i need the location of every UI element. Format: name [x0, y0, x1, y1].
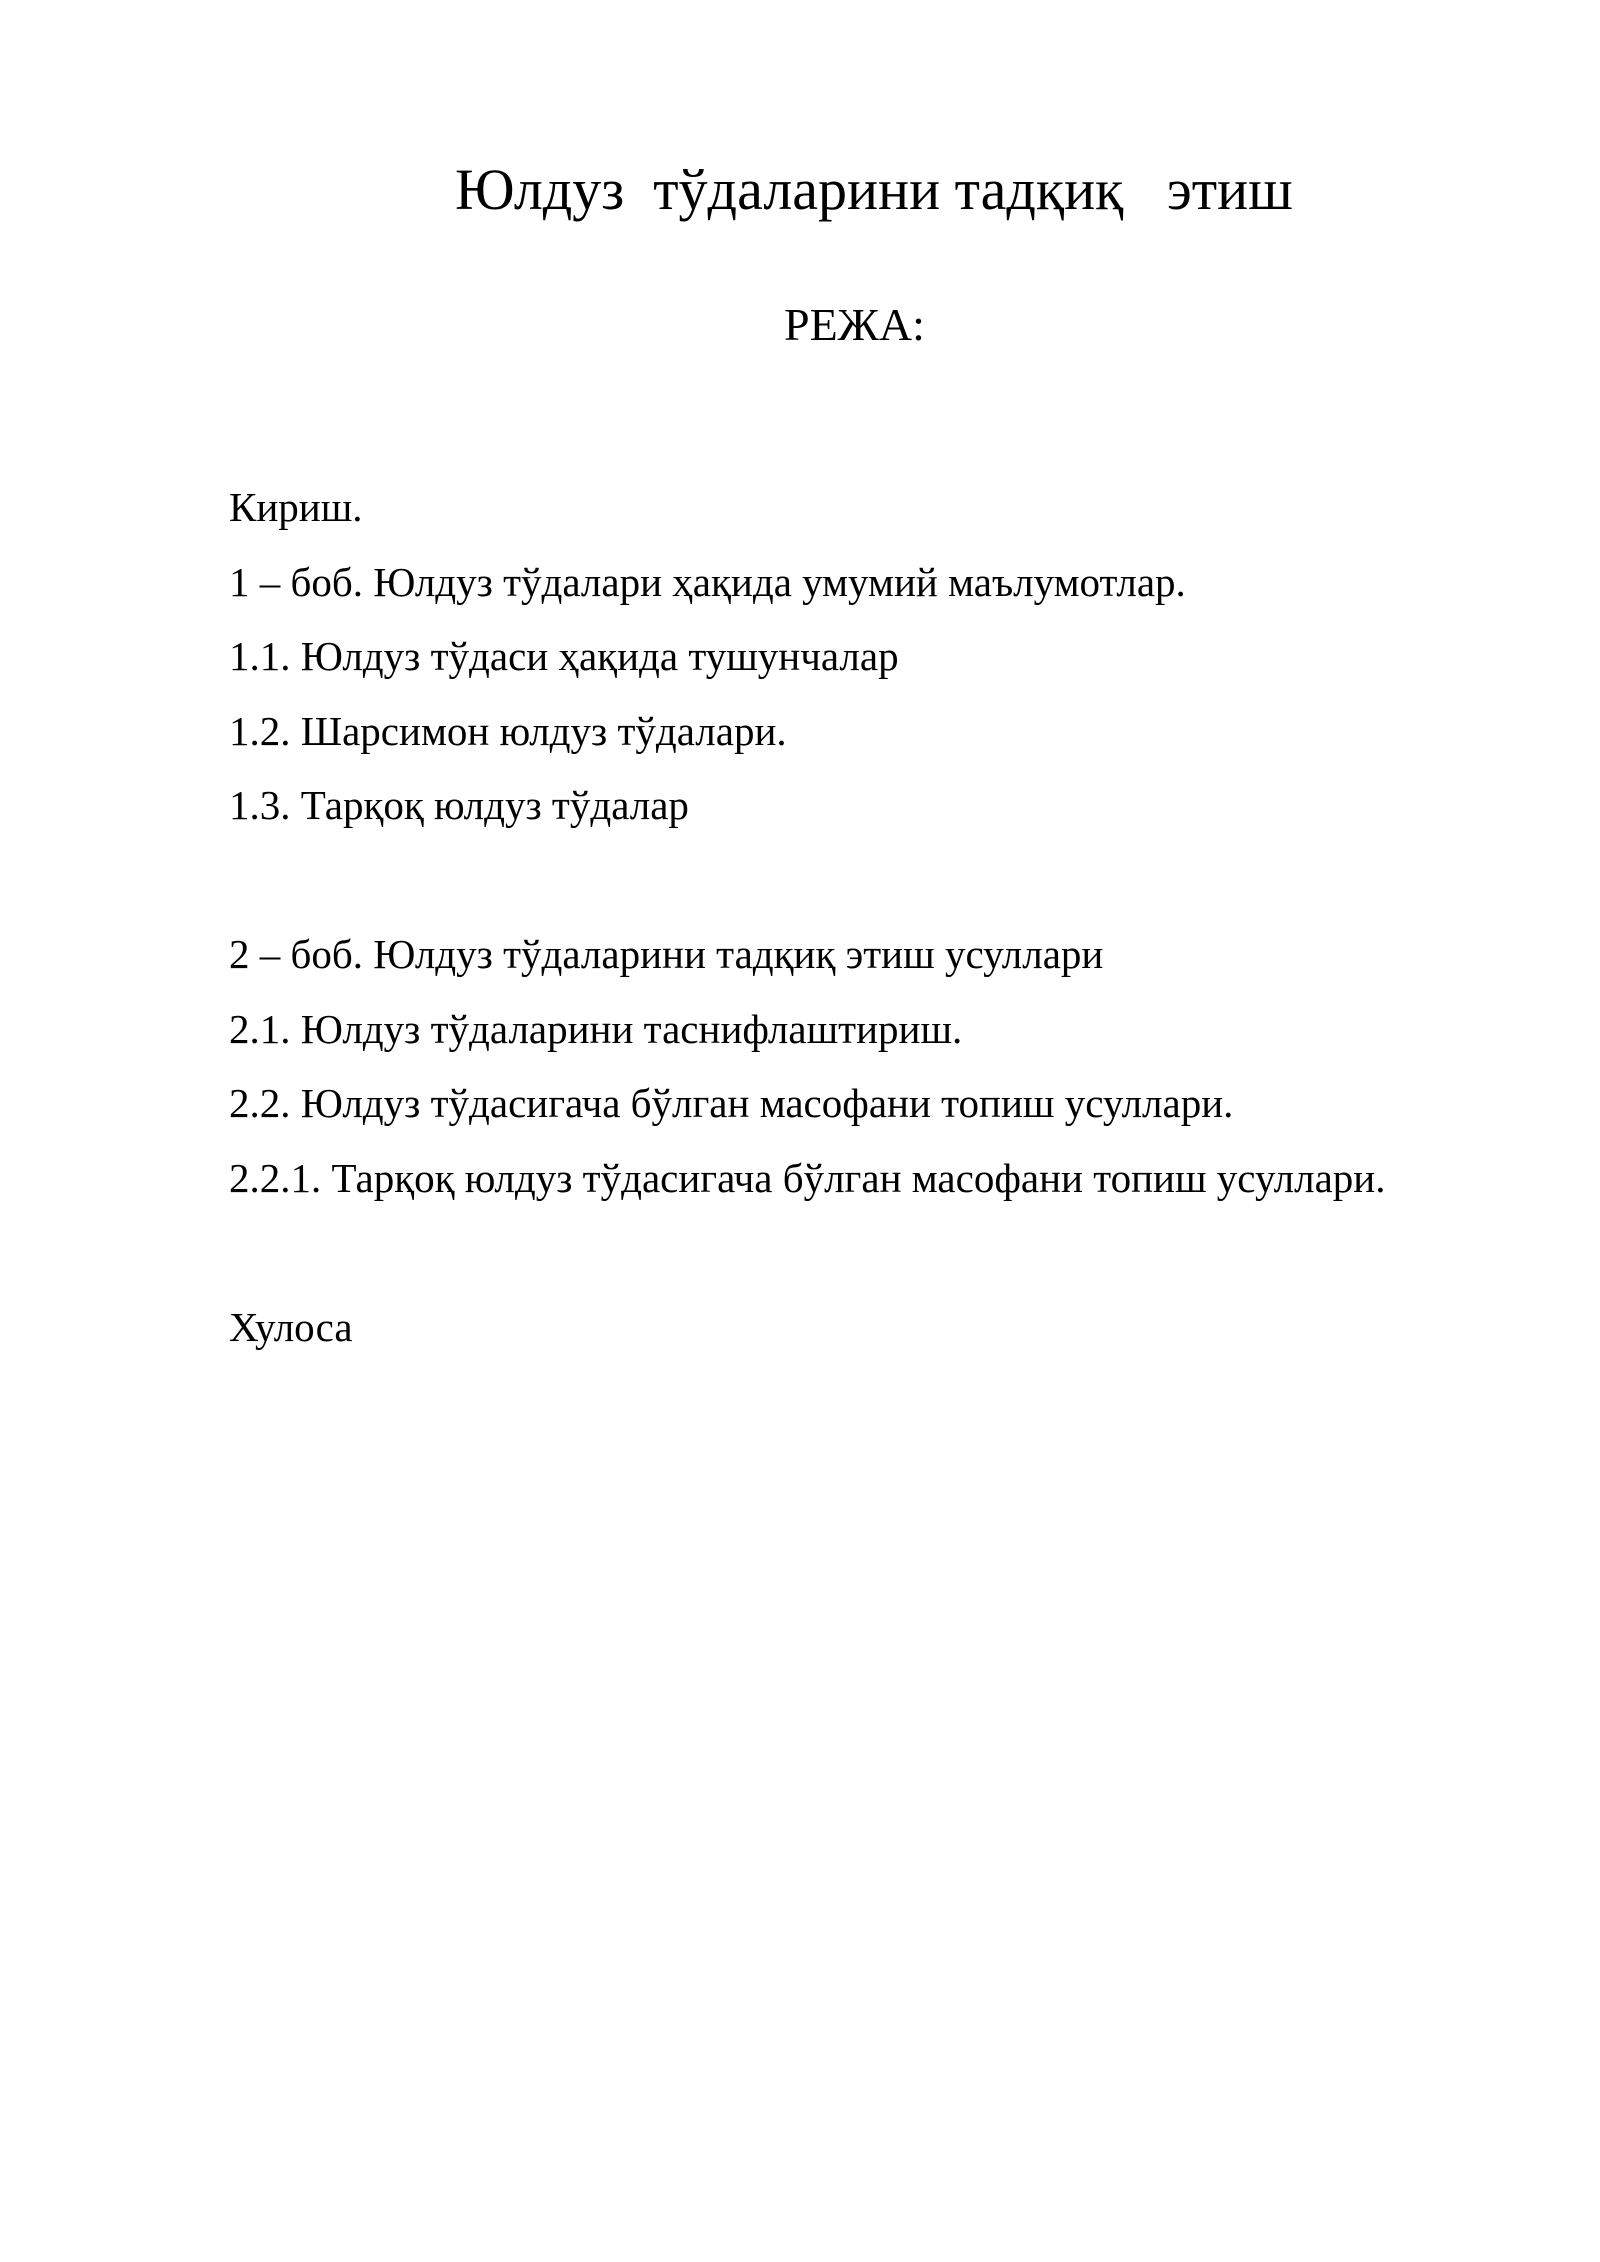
table-of-contents [229, 470, 1529, 1364]
toc-spacer [229, 843, 1529, 918]
plan-heading-row [0, 290, 1600, 500]
toc-item-section-1-3: 1.3. Тарқоқ юлдуз тўдалар [229, 782, 689, 828]
document-title: Юлдуз тўдаларини тадқиқ этиш [455, 157, 1293, 222]
toc-item-section-2-2-1: 2.2.1. Тарқоқ юлдуз тўдасигача бўлган масофани топиш усуллари. [229, 1154, 1386, 1201]
toc-item-introduction: Кириш. [229, 484, 363, 530]
toc-item-conclusion: Хулоса [229, 1303, 353, 1350]
plan-heading: РЕЖА: [784, 299, 925, 350]
toc-item-section-2-2: 2.2. Юлдуз тўдасигача бўлган масофани топиш усуллари. [229, 1080, 1234, 1126]
toc-item-section-1-1: 1.1. Юлдуз тўдаси ҳақида тушунчалар [229, 633, 899, 679]
toc-item-chapter-1: 1 – боб. Юлдуз тўдалари ҳақида умумий маълумотлар. [229, 558, 1186, 605]
toc-spacer [229, 1215, 1529, 1290]
toc-item-chapter-2: 2 – боб. Юлдуз тўдаларини тадқиқ этиш усуллари [229, 931, 1104, 977]
toc-item-section-1-2: 1.2. Шарсимон юлдуз тўдалари. [229, 707, 787, 754]
toc-item-section-2-1: 2.1. Юлдуз тўдаларини таснифлаштириш. [229, 1005, 963, 1052]
